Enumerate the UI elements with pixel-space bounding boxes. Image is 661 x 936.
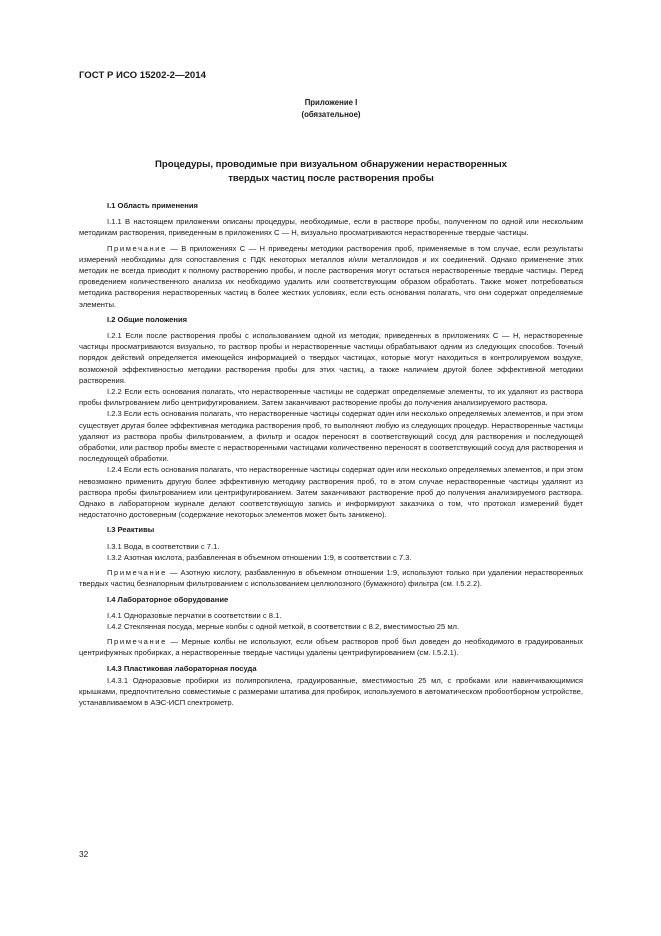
section-heading-reagents: I.3 Реактивы (107, 525, 155, 535)
note-text: — Мерные колбы не используют, если объем растворов проб был доведен до необходимого в градуированных центрифужных пробирках, а нерастворенные твердые частицы удалены центрифугированием (см. I.5.2.1). (79, 637, 583, 658)
page-number: 32 (79, 849, 89, 859)
paragraph-i-4-1: I.4.1 Одноразовые перчатки в соответствии с 8.1. (107, 610, 282, 620)
section-heading-scope: I.1 Область применения (107, 201, 198, 210)
note-label: Примечание (107, 568, 167, 578)
note-text: — Азотную кислоту, разбавленную в объемном отношении 1:9, используют только при удалении нерастворенных твердых частиц безнапорным фильтрованием с использованием целлюлозного (бумажного) фильтра (см. I.5.2.2). (79, 568, 583, 589)
section-heading-equipment: I.4 Лабораторное оборудование (107, 594, 229, 604)
paragraph-i-2-3: I.2.3 Если есть основания полагать, что нерастворенные частицы содержат один или несколько определяемых элементов, и при этом существует другая более эффективная методика растворения проб, то выполняют любую из следующих процедур. Нерастворенные частицы удаляют из раствора пробы фильтрованием, а фильтр и осадок переносят в соответствующий сосуд для растворения и последующей обработки, или раствор пробы вместе с нерастворенными частицами количественно переносят в соответствующий сосуд для растворения и последующей обработки. (79, 409, 583, 464)
paragraph-i-3-1: I.3.1 Вода, в соответствии с 7.1. (107, 541, 220, 551)
annex-title-line-2: твердых частиц после растворения пробы (228, 173, 434, 184)
paragraph-i-2-2: I.2.2 Если есть основания полагать, что нерастворенные частицы не содержат определяемые элементы, то их удаляют из раствора пробы фильтрованием либо центрифугированием. Затем заканчивают растворение пробы до получения анализируемого раствора. (79, 387, 583, 408)
note-equipment (79, 636, 583, 658)
document-body (79, 198, 583, 712)
subsection-heading-plastic-labware: I.4.3 Пластиковая лабораторная посуда (107, 663, 257, 673)
note-reagents (79, 567, 583, 589)
annex-label-block (79, 97, 583, 120)
note-label: Примечание (107, 243, 167, 253)
paragraph-i-3-2: I.3.2 Азотная кислота, разбавленная в объемном отношении 1:9, в соответствии с 7.3. (107, 552, 412, 562)
annex-label: Приложение I (304, 98, 358, 107)
annex-title-line-1: Процедуры, проводимые при визуальном обнаружении нерастворенных (155, 159, 507, 170)
paragraph-i-4-2: I.4.2 Стеклянная посуда, мерные колбы с одной меткой, в соответствии с 8.2, вместимостью 25 мл. (107, 621, 460, 631)
annex-status: (обязательное) (301, 109, 361, 119)
annex-title (79, 158, 583, 186)
document-header: ГОСТ Р ИСО 15202-2—2014 (79, 70, 206, 81)
paragraph-i-4-3-1: I.4.3.1 Одноразовые пробирки из полипропилена, градуированные, вместимостью 25 мл, с пробками или навинчивающимися крышками, предпочтительно совместимые с размерами штатива для пробирок, используемого в автоматическом пробоотборном устройстве, устанавливаемом в АЭС-ИСП спектрометр. (79, 675, 583, 708)
paragraph-i-1-1: I.1.1 В настоящем приложении описаны процедуры, необходимые, если в растворе пробы, полученном по одной или нескольким методикам растворения, приведенным в приложениях С — Н, визуально просматриваются нерастворенные твердые частицы. (79, 217, 583, 238)
paragraph-i-2-4: I.2.4 Если есть основания полагать, что нерастворенные частицы содержат один или несколько определяемых элементов, и при этом невозможно применить другую более эффективную методику растворения проб, то в этом случае нерастворенные частицы удаляют из раствора пробы фильтрованием или центрифугированием. Затем заканчивают растворение проб до получения анализируемого раствора. Однако в лабораторном журнале делают соответствующую запись и информируют заказчика о том, что протокол измерений будет недостаточно достоверным (содержание некоторых элементов может быть занижено). (79, 465, 583, 520)
paragraph-i-2-1: I.2.1 Если после растворения пробы с использованием одной из методик, приведенных в приложениях С — Н, нерастворенные частицы просматриваются визуально, то раствор пробы и нерастворенные частицы обрабатывают одним из следующих способов. Точный порядок действий определяется имеющейся информацией о твердых частицах, которые могут находиться в контролируемом воздухе, возможной эффективностью методики растворения пробы для этих частиц, а также наличием другой более эффективной методики растворения. (79, 331, 583, 385)
section-heading-general: I.2 Общие положения (107, 314, 188, 324)
note-scope (79, 243, 583, 310)
note-text: — В приложениях С — Н приведены методики растворения проб, применяемые в том случае, если результаты измерений необходимы для сопоставления с ПДК некоторых металлов и/или металлоидов и их соединений. Однако применение этих методик не всегда приводит к полному растворению пробы, и после растворения могут остаться нерастворенные твердые частицы. Перед проведением количественного анализа их необходимо удалить или соответствующим образом обработать. Также может потребоваться методика растворения нерастворенных частиц в более жестких условиях, если есть основания полагать, что они содержат определяемые элементы. (79, 243, 583, 309)
note-label: Примечание (107, 637, 167, 647)
